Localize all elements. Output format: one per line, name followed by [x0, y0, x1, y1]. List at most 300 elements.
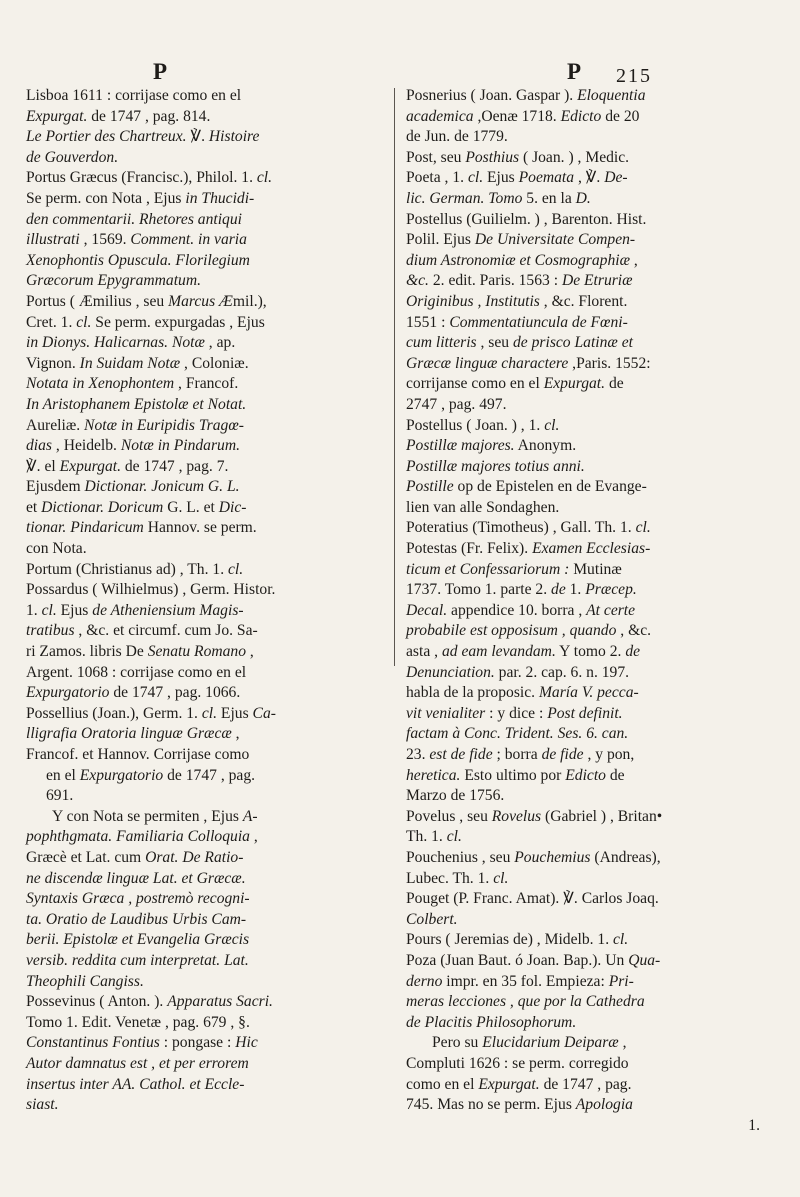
italic-text: Comment. in varia [130, 231, 247, 249]
text-line [26, 869, 384, 890]
italic-text: illustrati [26, 231, 80, 249]
text-line [406, 313, 778, 334]
text-line [406, 148, 778, 169]
text-segment: Th. 1. [406, 828, 447, 846]
italic-text: Decal. [406, 601, 448, 619]
text-segment: asta , [406, 643, 442, 661]
text-segment: Pouchenius , seu [406, 848, 515, 866]
italic-text: in Dionys. Halicarnas. Notæ [26, 334, 205, 352]
italic-text: Postillæ majores. [406, 437, 515, 455]
text-segment: Postellus (Guilielm. ) , Barenton. Hist. [406, 210, 647, 228]
text-line [26, 827, 384, 848]
text-segment: , &c. Florent. [539, 292, 628, 310]
text-segment: Portum (Christianus ad) , Th. 1. [26, 560, 228, 578]
italic-text: derno [406, 972, 443, 990]
text-line [406, 951, 778, 972]
italic-text: Autor damnatus est , et per errorem [26, 1054, 249, 1072]
text-line [406, 560, 778, 581]
text-segment: de [605, 766, 625, 784]
text-segment: como en el [406, 1075, 479, 1093]
text-line [26, 848, 384, 869]
text-segment: , ℣. [574, 169, 605, 187]
italic-text: Expurgat. [478, 1075, 540, 1093]
italic-text: dium Astronomiæ et Cosmographiæ [406, 251, 630, 269]
text-segment: : pongase : [159, 1034, 236, 1052]
italic-text: &c. [406, 272, 429, 290]
text-segment: Posnerius ( Joan. Gaspar ). [406, 87, 578, 104]
italic-text: de [625, 643, 641, 661]
italic-text: academica [406, 107, 474, 125]
text-segment: , Francof. [174, 375, 239, 393]
text-segment: , ap. [204, 334, 236, 352]
text-segment: Polil. Ejus [406, 231, 475, 249]
text-segment: lien van alle Sondaghen. [406, 498, 560, 516]
text-line [406, 766, 778, 787]
text-segment: Francof. et Hannov. Corrijase como [26, 746, 250, 763]
text-line [26, 127, 384, 148]
text-line [406, 1095, 778, 1116]
text-line [406, 292, 778, 313]
italic-text: Xenophontis Opuscula. Florilegium [26, 251, 250, 269]
text-line [26, 889, 384, 910]
text-segment: : y dice : [485, 704, 548, 722]
text-line [406, 724, 778, 745]
text-line [406, 416, 778, 437]
text-line [406, 930, 778, 951]
italic-text: vit venialiter [406, 704, 486, 722]
italic-text: Græcorum Epygrammatum. [26, 272, 201, 290]
italic-text: De Universitate Compen- [474, 231, 636, 249]
italic-text: D. [575, 189, 591, 207]
italic-text: Poemata [518, 169, 575, 187]
italic-text: Ca- [252, 704, 276, 722]
italic-text: Rovelus [491, 807, 542, 825]
italic-text: Denunciation. [406, 663, 495, 681]
text-segment: ; borra [492, 746, 542, 763]
text-line [26, 210, 384, 231]
italic-text: Edicto [560, 107, 602, 125]
italic-text: María V. pecca- [538, 684, 639, 702]
text-segment: 2747 , pag. 497. [406, 395, 507, 413]
text-line [406, 189, 778, 210]
text-segment: Y tomo 2. [555, 643, 626, 661]
text-line [26, 910, 384, 931]
text-line [26, 498, 384, 519]
text-line [406, 663, 778, 684]
running-head-left: P [153, 59, 169, 84]
text-segment: con Nota. [26, 540, 87, 558]
text-segment: Marzo de 1756. [406, 787, 505, 805]
italic-text: pophthgmata. Familiaria Colloquia [26, 828, 250, 846]
text-segment: , [246, 643, 254, 661]
text-segment: Aureliæ. [26, 416, 85, 434]
text-line [26, 786, 384, 807]
italic-text: ta. Oratio de Laudibus Urbis Cam- [26, 910, 247, 928]
italic-text: Græcæ linguæ charactere [406, 354, 569, 372]
text-line [406, 807, 778, 828]
text-line [406, 230, 778, 251]
italic-text: Examen Ecclesias- [532, 540, 651, 558]
text-segment: de 1747 , pag. [539, 1075, 632, 1093]
text-line [26, 436, 384, 457]
text-segment: Y con Nota se permiten , Ejus [52, 807, 243, 825]
text-line [26, 621, 384, 642]
italic-text: Orat. De Ratio- [145, 848, 244, 866]
text-line [406, 168, 778, 189]
italic-text: ticum et Confessariorum : [406, 560, 570, 578]
text-line [406, 910, 778, 931]
text-segment: Anonym. [514, 437, 577, 455]
italic-text: Dic- [218, 498, 247, 516]
italic-text: cl. [544, 416, 560, 434]
italic-text: de Placitis Philosophorum. [406, 1013, 577, 1031]
text-segment: ( Joan. ) , Medic. [519, 148, 630, 166]
text-segment: Possevinus ( Anton. ). [26, 993, 168, 1011]
italic-text: Postillæ majores totius anni. [406, 457, 585, 475]
text-segment: Esto ultimo por [460, 766, 566, 784]
text-line [26, 930, 384, 951]
text-line [406, 827, 778, 848]
text-segment: Græcè et Lat. cum [26, 848, 146, 866]
italic-text: meras lecciones , que por la Cathedra [406, 993, 645, 1011]
text-line [406, 601, 778, 622]
text-segment: Lisboa 1611 : corrijase como en el [26, 87, 242, 104]
italic-text: lic. German. Tomo [406, 189, 523, 207]
text-line [26, 992, 384, 1013]
text-segment: impr. en 35 fol. Empieza: [442, 972, 609, 990]
text-line [26, 683, 384, 704]
text-line [26, 230, 384, 251]
text-line [406, 1013, 778, 1034]
text-segment: Cret. 1. [26, 313, 77, 331]
text-segment: de 1747 , pag. 814. [87, 107, 211, 125]
running-head-right: P [567, 59, 583, 84]
italic-text: Elucidarium Deiparæ [482, 1034, 619, 1052]
italic-text: Notæ in Euripidis Tragœ- [84, 416, 244, 434]
text-line [26, 642, 384, 663]
text-segment: 2. edit. Paris. 1563 : [428, 272, 562, 290]
italic-text: In Suidam Notæ [79, 354, 181, 372]
text-line [26, 724, 384, 745]
text-segment: , seu [476, 334, 513, 352]
italic-text: den commentarii. Rhetores antiqui [26, 210, 242, 228]
text-line [406, 972, 778, 993]
italic-text: Constantinus Fontius [26, 1034, 160, 1052]
italic-text: Apparatus Sacri. [167, 993, 273, 1011]
text-segment: Potestas (Fr. Felix). [406, 540, 533, 558]
text-line [26, 1033, 384, 1054]
text-segment: , [231, 725, 240, 743]
text-line [406, 251, 778, 272]
text-segment: , Heidelb. [52, 437, 121, 455]
text-line [406, 786, 778, 807]
text-line [406, 127, 778, 148]
text-segment: de [605, 375, 624, 393]
italic-text: De- [604, 169, 628, 187]
italic-text: Notæ in Pindarum. [120, 437, 240, 455]
text-segment: Post, seu [406, 148, 466, 166]
italic-text: cl. [256, 169, 273, 187]
text-segment: Pero su [432, 1034, 483, 1052]
italic-text: Dictionar. Jonicum G. L. [84, 478, 240, 496]
page-number: 215 [616, 65, 652, 87]
text-segment: Poteratius (Timotheus) , Gall. Th. 1. [406, 519, 636, 537]
italic-text: Posthius [465, 148, 520, 166]
text-line [26, 271, 384, 292]
text-segment: op de Epistelen en de Evange- [453, 478, 647, 496]
italic-text: est de fide [429, 746, 493, 763]
text-segment: de 1747 , pag. 1066. [109, 684, 241, 702]
right-column [406, 86, 778, 1136]
text-segment: Portus ( Æmilius , seu [26, 292, 169, 310]
text-line [26, 663, 384, 684]
italic-text: de Gouverdon. [26, 148, 119, 166]
text-line [406, 457, 778, 478]
text-segment: 1. [26, 601, 42, 619]
text-line [26, 416, 384, 437]
text-segment: Poeta , 1. [406, 169, 468, 187]
left-column [26, 86, 384, 1116]
italic-text: Expurgat. [543, 375, 606, 393]
text-line [26, 395, 384, 416]
italic-text: Edicto [565, 766, 606, 784]
text-line [26, 292, 384, 313]
text-line [26, 580, 384, 601]
text-line [406, 86, 778, 107]
text-segment: habla de la proposic. [406, 684, 539, 702]
italic-text: probabile est opposisum , quando [406, 622, 617, 640]
text-segment: ri Zamos. libris De [26, 643, 148, 661]
text-line [406, 374, 778, 395]
text-segment: , [249, 828, 258, 846]
italic-text: dias [26, 437, 52, 455]
text-segment: par. 2. cap. 6. n. 197. [494, 663, 630, 681]
text-segment: 1551 : [406, 313, 450, 331]
italic-text: Pri- [608, 972, 634, 990]
italic-text: tionar. Pindaricum [26, 519, 144, 537]
text-line [406, 1054, 778, 1075]
text-segment: Se perm. con Nota , Ejus [26, 189, 186, 207]
italic-text: cl. [228, 560, 244, 578]
italic-text: cum litteris [406, 334, 477, 352]
text-line [406, 395, 778, 416]
text-segment: Argent. 1068 : corrijase como en el [26, 663, 247, 681]
text-segment: Mutinæ [569, 560, 622, 578]
text-segment: appendice 10. borra , [447, 601, 587, 619]
text-line [26, 148, 384, 169]
text-line [26, 766, 384, 787]
text-line [26, 457, 384, 478]
text-line [406, 539, 778, 560]
italic-text: lligrafia Oratoria linguæ Græcæ [26, 725, 232, 743]
text-segment: , Coloniæ. [180, 354, 249, 372]
column-divider [394, 88, 395, 666]
text-segment: ℣. [186, 128, 209, 146]
text-line [406, 704, 778, 725]
text-line [406, 210, 778, 231]
text-segment: en el [46, 766, 80, 784]
italic-text: berii. Epistolæ et Evangelia Græcis [26, 931, 250, 949]
italic-text: tratibus [26, 622, 75, 640]
text-segment: 23. [406, 746, 430, 763]
text-segment: ,Paris. 1552: [568, 354, 651, 372]
italic-text: Postille [406, 478, 454, 496]
text-line [26, 333, 384, 354]
text-line [406, 1033, 778, 1054]
text-segment: Poza (Juan Baut. ó Joan. Bap.). Un [406, 951, 629, 969]
italic-text: Expurgatorio [79, 766, 164, 784]
italic-text: cl. [493, 869, 509, 887]
text-segment: Vignon. [26, 354, 80, 372]
text-segment: mil.), [232, 292, 267, 310]
italic-text: siast. [26, 1096, 59, 1114]
italic-text: De Etruriæ [561, 272, 633, 290]
text-segment: Ejus [56, 601, 93, 619]
text-line [26, 560, 384, 581]
text-line [26, 745, 384, 766]
italic-text: Senatu Romano [147, 643, 247, 661]
italic-text: cl. [41, 601, 57, 619]
text-line [406, 518, 778, 539]
text-line [26, 313, 384, 334]
italic-text: Notata in Xenophontem [26, 375, 175, 393]
italic-text: Eloquentia [577, 87, 646, 104]
text-line [26, 107, 384, 128]
text-segment: 5. en la [522, 189, 576, 207]
text-line [406, 271, 778, 292]
italic-text: in Thucidi- [185, 189, 255, 207]
italic-text: Theophili Cangiss. [26, 972, 144, 990]
italic-text: Hic [235, 1034, 258, 1052]
italic-text: cl. [467, 169, 484, 187]
text-segment: de 1747 , pag. [163, 766, 256, 784]
text-line [26, 354, 384, 375]
text-line [406, 683, 778, 704]
italic-text: de fide [541, 746, 584, 763]
italic-text: versib. reddita cum interpretat. Lat. [26, 951, 249, 969]
text-line [406, 642, 778, 663]
italic-text: Le Portier des Chartreux. [26, 128, 187, 146]
text-line [406, 621, 778, 642]
text-line [406, 1075, 778, 1096]
italic-text: Marcus Æ [168, 292, 233, 310]
text-line [26, 168, 384, 189]
text-segment: ℣. el [26, 457, 60, 475]
text-segment: , 1569. [79, 231, 131, 249]
text-line [26, 1013, 384, 1034]
text-segment: G. L. et [163, 498, 219, 516]
text-segment: (Andreas), [590, 848, 661, 866]
text-segment: 1. [748, 1116, 760, 1134]
italic-text: insertus inter AA. Cathol. et Eccle- [26, 1075, 245, 1093]
italic-text: At certe [586, 601, 636, 619]
text-segment: , y pon, [583, 746, 635, 763]
text-line [406, 436, 778, 457]
text-segment: ,Oenæ 1718. [473, 107, 561, 125]
text-line [406, 848, 778, 869]
italic-text: Originibus , Institutis [406, 292, 540, 310]
text-segment: et [26, 498, 42, 516]
text-segment: Lubec. Th. 1. [406, 869, 494, 887]
text-line [406, 1116, 778, 1137]
text-segment: Compluti 1626 : se perm. corregido [406, 1054, 629, 1072]
italic-text: cl. [76, 313, 92, 331]
italic-text: A- [242, 807, 258, 825]
italic-text: de Atheniensium Magis- [92, 601, 244, 619]
italic-text: Histoire [208, 128, 260, 146]
text-segment: Ejusdem [26, 478, 85, 496]
italic-text: ne discendæ linguæ Lat. et Græcæ. [26, 869, 246, 887]
text-segment: Pours ( Jeremias de) , Midelb. 1. [406, 931, 614, 949]
text-line [26, 539, 384, 560]
text-line [26, 1075, 384, 1096]
text-line [406, 869, 778, 890]
text-line [406, 354, 778, 375]
text-line [406, 745, 778, 766]
italic-text: factam à Conc. Trident. Ses. 6. can. [406, 725, 629, 743]
text-line [26, 972, 384, 993]
text-segment: de 20 [601, 107, 640, 125]
text-line [406, 333, 778, 354]
text-segment: Tomo 1. Edit. Venetæ , pag. 679 , §. [26, 1013, 250, 1031]
text-line [26, 189, 384, 210]
italic-text: Commentatiuncula de Fœni- [449, 313, 628, 331]
text-segment: 691. [46, 787, 74, 805]
italic-text: Pouchemius [514, 848, 591, 866]
italic-text: Expurgat. [59, 457, 121, 475]
italic-text: Syntaxis Græca , postremò recogni- [26, 890, 250, 908]
text-segment: de 1747 , pag. 7. [120, 457, 229, 475]
text-segment: corrijanse como en el [406, 375, 544, 393]
italic-text: cl. [201, 704, 218, 722]
italic-text: Colbert. [406, 910, 458, 928]
italic-text: cl. [613, 931, 629, 949]
text-segment: Ejus [483, 169, 519, 187]
text-line [26, 374, 384, 395]
italic-text: cl. [635, 519, 651, 537]
text-segment: Se perm. expurgadas , Ejus [91, 313, 265, 331]
italic-text: heretica. [406, 766, 461, 784]
text-segment: Possellius (Joan.), Germ. 1. [26, 704, 202, 722]
italic-text: cl. [446, 828, 462, 846]
italic-text: In Aristophanem Epistolæ et Notat. [26, 395, 247, 413]
text-segment: 745. Mas no se perm. Ejus [406, 1096, 576, 1114]
text-line [406, 992, 778, 1013]
text-line [406, 889, 778, 910]
text-segment: Pouget (P. Franc. Amat). ℣. Carlos Joaq. [406, 890, 659, 908]
text-line [406, 498, 778, 519]
italic-text: Dictionar. Doricum [41, 498, 164, 516]
text-line [26, 704, 384, 725]
text-line [406, 580, 778, 601]
text-segment: Ejus [217, 704, 253, 722]
text-line [406, 477, 778, 498]
italic-text: Expurgat. [26, 107, 88, 125]
text-line [26, 1095, 384, 1116]
italic-text: de prisco Latinæ et [513, 334, 633, 352]
italic-text: de [551, 581, 566, 599]
text-segment: , &c. et circumf. cum Jo. Sa- [74, 622, 258, 640]
italic-text: Expurgatorio [26, 684, 110, 702]
text-segment: 1. [565, 581, 586, 599]
text-segment: Povelus , seu [406, 807, 492, 825]
text-line [26, 86, 384, 107]
text-line [26, 518, 384, 539]
text-segment: Postellus ( Joan. ) , 1. [406, 416, 545, 434]
italic-text: Post definit. [547, 704, 623, 722]
text-segment: Hannov. se perm. [143, 519, 257, 537]
text-line [26, 477, 384, 498]
